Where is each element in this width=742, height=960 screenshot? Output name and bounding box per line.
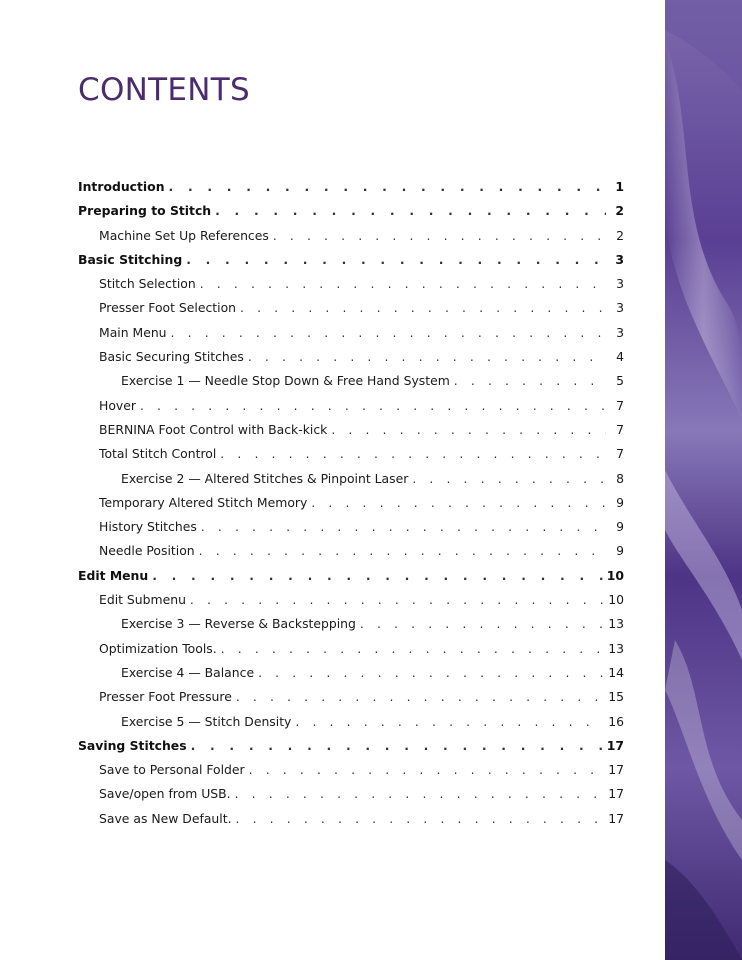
toc-entry — [78, 539, 624, 563]
dot-leader — [221, 637, 605, 661]
toc-entry — [78, 734, 624, 758]
toc-entry — [78, 394, 624, 418]
dot-leader — [169, 175, 606, 199]
dot-leader — [240, 296, 606, 320]
toc-entry-label: Total Stitch Control — [99, 446, 217, 462]
toc-entry — [78, 612, 624, 636]
toc-entry-page-number: 3 — [616, 276, 624, 292]
toc-entry-label: Exercise 5 — Stitch Density — [121, 713, 292, 729]
toc-entry-label: Optimization Tools. — [99, 640, 217, 656]
toc-entry-label: Exercise 1 — Needle Stop Down & Free Hand System — [121, 373, 450, 389]
dot-leader — [220, 442, 606, 466]
toc-entry-label: Save to Personal Folder — [99, 762, 245, 778]
toc-entry-page-number: 4 — [616, 349, 624, 365]
dot-leader — [273, 224, 606, 248]
toc-entry-page-number: 14 — [608, 664, 624, 680]
toc-entry-label: Hover — [99, 397, 136, 413]
toc-entry — [78, 685, 624, 709]
toc-entry-page-number: 10 — [608, 592, 624, 608]
toc-entry-page-number: 3 — [615, 251, 624, 267]
toc-entry-page-number: 5 — [616, 373, 624, 389]
toc-entry-page-number: 13 — [608, 616, 624, 632]
dot-leader — [171, 321, 606, 345]
toc-entry-label: Exercise 3 — Reverse & Backstepping — [121, 616, 356, 632]
toc-entry-label: Basic Securing Stitches — [99, 349, 244, 365]
dot-leader — [258, 661, 604, 685]
dot-leader — [236, 807, 605, 831]
toc-entry-label: Needle Position — [99, 543, 195, 559]
toc-entry-label: History Stitches — [99, 519, 197, 535]
toc-entry-label: Edit Menu — [78, 567, 149, 583]
toc-entry-page-number: 7 — [616, 421, 624, 437]
toc-entry — [78, 418, 624, 442]
toc-entry-label: Preparing to Stitch — [78, 203, 212, 219]
toc-entry-page-number: 2 — [616, 227, 624, 243]
toc-entry-label: Main Menu — [99, 324, 167, 340]
toc-entry-page-number: 8 — [616, 470, 624, 486]
toc-entry-page-number: 15 — [608, 689, 624, 705]
decorative-silk-band — [665, 0, 742, 960]
toc-entry-page-number: 9 — [616, 543, 624, 559]
table-of-contents — [78, 175, 624, 831]
dot-leader — [199, 539, 606, 563]
toc-entry-page-number: 1 — [615, 179, 624, 194]
toc-entry — [78, 807, 624, 831]
toc-entry-label: Saving Stitches — [78, 737, 187, 753]
toc-entry — [78, 564, 624, 588]
toc-entry-label: Introduction — [78, 179, 165, 194]
toc-entry-page-number: 17 — [608, 762, 624, 778]
dot-leader — [412, 467, 606, 491]
toc-entry-label: BERNINA Foot Control with Back-kick — [99, 421, 328, 437]
toc-entry-page-number: 9 — [616, 519, 624, 535]
toc-entry — [78, 491, 624, 515]
dot-leader — [190, 588, 604, 612]
toc-entry — [78, 588, 624, 612]
toc-entry-label: Save as New Default. — [99, 810, 232, 826]
dot-leader — [186, 248, 606, 272]
toc-entry — [78, 467, 624, 491]
toc-entry-page-number: 3 — [616, 324, 624, 340]
toc-entry-label: Temporary Altered Stitch Memory — [99, 494, 308, 510]
toc-entry-label: Machine Set Up References — [99, 227, 269, 243]
toc-entry — [78, 782, 624, 806]
dot-leader — [191, 734, 603, 758]
toc-entry — [78, 296, 624, 320]
dot-leader — [454, 369, 606, 393]
toc-entry — [78, 758, 624, 782]
toc-entry-page-number: 7 — [616, 397, 624, 413]
toc-entry-label: Edit Submenu — [99, 592, 186, 608]
dot-leader — [235, 782, 605, 806]
dot-leader — [140, 394, 606, 418]
toc-entry-page-number: 10 — [606, 567, 624, 583]
toc-entry-page-number: 9 — [616, 494, 624, 510]
dot-leader — [215, 199, 606, 223]
toc-entry-label: Presser Foot Selection — [99, 300, 237, 316]
toc-entry — [78, 199, 624, 223]
dot-leader — [248, 345, 606, 369]
toc-entry — [78, 515, 624, 539]
dot-leader — [249, 758, 605, 782]
toc-entry — [78, 710, 624, 734]
toc-entry-label: Basic Stitching — [78, 251, 183, 267]
toc-entry-page-number: 17 — [606, 737, 624, 753]
toc-entry-page-number: 3 — [616, 300, 624, 316]
dot-leader — [200, 272, 606, 296]
toc-entry-page-number: 7 — [616, 446, 624, 462]
toc-entry — [78, 442, 624, 466]
dot-leader — [201, 515, 606, 539]
dot-leader — [331, 418, 606, 442]
dot-leader — [152, 564, 603, 588]
toc-entry — [78, 321, 624, 345]
dot-leader — [360, 612, 604, 636]
toc-entry-page-number: 17 — [608, 786, 624, 802]
toc-entry — [78, 224, 624, 248]
toc-entry — [78, 345, 624, 369]
toc-entry-label: Exercise 2 — Altered Stitches & Pinpoint Laser — [121, 470, 409, 486]
toc-entry-page-number: 16 — [608, 713, 624, 729]
toc-entry — [78, 175, 624, 199]
page-title: CONTENTS — [78, 72, 250, 108]
dot-leader — [236, 685, 604, 709]
toc-entry-label: Presser Foot Pressure — [99, 689, 232, 705]
toc-entry — [78, 272, 624, 296]
toc-entry-label: Stitch Selection — [99, 276, 196, 292]
toc-entry — [78, 369, 624, 393]
toc-entry-label: Save/open from USB. — [99, 786, 231, 802]
toc-entry-label: Exercise 4 — Balance — [121, 664, 255, 680]
toc-entry-page-number: 17 — [608, 810, 624, 826]
dot-leader — [311, 491, 606, 515]
toc-entry-page-number: 2 — [615, 203, 624, 219]
dot-leader — [295, 710, 604, 734]
toc-entry-page-number: 13 — [608, 640, 624, 656]
toc-entry — [78, 661, 624, 685]
toc-entry — [78, 248, 624, 272]
toc-entry — [78, 637, 624, 661]
